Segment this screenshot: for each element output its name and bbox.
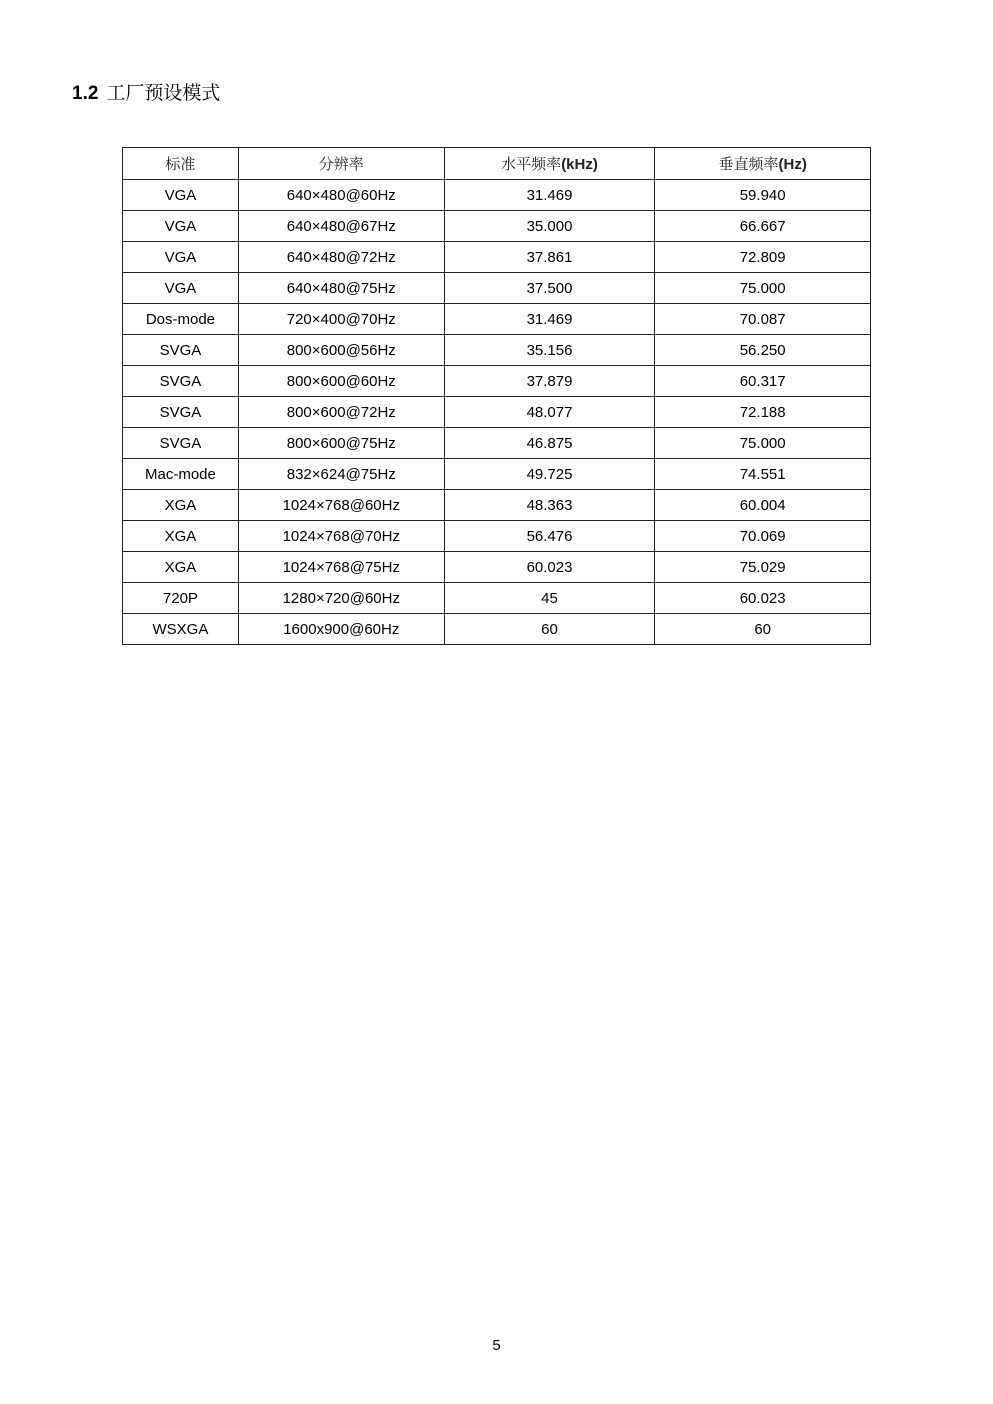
- horizontal-frequency-cell: 31.469: [444, 180, 655, 211]
- horizontal-frequency-cell: 35.000: [444, 211, 655, 242]
- horizontal-frequency-cell: 31.469: [444, 304, 655, 335]
- vertical-frequency-cell: 72.188: [655, 397, 871, 428]
- horizontal-frequency-cell: 48.363: [444, 490, 655, 521]
- standard-cell: VGA: [123, 211, 239, 242]
- resolution-cell: 800×600@72Hz: [238, 397, 444, 428]
- standard-cell: XGA: [123, 490, 239, 521]
- table-row: [123, 490, 871, 521]
- resolution-cell: 1600x900@60Hz: [238, 614, 444, 645]
- standard-cell: 720P: [123, 583, 239, 614]
- section-title: 工厂预设模式: [106, 83, 221, 104]
- table-row: [123, 366, 871, 397]
- standard-cell: VGA: [123, 273, 239, 304]
- standard-cell: VGA: [123, 180, 239, 211]
- horizontal-frequency-cell: 48.077: [444, 397, 655, 428]
- resolution-cell: 832×624@75Hz: [238, 459, 444, 490]
- vertical-frequency-cell: 60.317: [655, 366, 871, 397]
- resolution-cell: 1024×768@70Hz: [238, 521, 444, 552]
- horizontal-frequency-cell: 60.023: [444, 552, 655, 583]
- table-row: [123, 459, 871, 490]
- table-row: [123, 180, 871, 211]
- table-row: [123, 273, 871, 304]
- resolution-cell: 800×600@56Hz: [238, 335, 444, 366]
- table-row: [123, 211, 871, 242]
- vertical-frequency-cell: 75.000: [655, 428, 871, 459]
- page-number: 5: [492, 1337, 501, 1354]
- standard-cell: Dos-mode: [123, 304, 239, 335]
- vertical-frequency-cell: 72.809: [655, 242, 871, 273]
- table-row: [123, 428, 871, 459]
- table-row: [123, 552, 871, 583]
- standard-cell: XGA: [123, 521, 239, 552]
- section-number: 1.2: [72, 83, 99, 104]
- vertical-frequency-cell: 75.029: [655, 552, 871, 583]
- standard-cell: Mac-mode: [123, 459, 239, 490]
- vertical-frequency-cell: 70.069: [655, 521, 871, 552]
- table-row: [123, 397, 871, 428]
- header-standard: 标准: [123, 148, 239, 180]
- table-header-row: [123, 148, 871, 180]
- vertical-frequency-cell: 60.004: [655, 490, 871, 521]
- standard-cell: SVGA: [123, 397, 239, 428]
- table-row: [123, 614, 871, 645]
- standard-cell: XGA: [123, 552, 239, 583]
- horizontal-frequency-cell: 37.500: [444, 273, 655, 304]
- standard-cell: SVGA: [123, 428, 239, 459]
- resolution-cell: 640×480@75Hz: [238, 273, 444, 304]
- vertical-frequency-cell: 75.000: [655, 273, 871, 304]
- vertical-frequency-cell: 59.940: [655, 180, 871, 211]
- header-horizontal-frequency: 水平频率(kHz): [444, 148, 655, 180]
- standard-cell: WSXGA: [123, 614, 239, 645]
- vertical-frequency-cell: 60.023: [655, 583, 871, 614]
- table-row: [123, 304, 871, 335]
- standard-cell: SVGA: [123, 335, 239, 366]
- header-vertical-frequency: 垂直频率(Hz): [655, 148, 871, 180]
- resolution-cell: 800×600@60Hz: [238, 366, 444, 397]
- vertical-frequency-cell: 60: [655, 614, 871, 645]
- resolution-cell: 640×480@72Hz: [238, 242, 444, 273]
- horizontal-frequency-cell: 60: [444, 614, 655, 645]
- table-row: [123, 242, 871, 273]
- horizontal-frequency-cell: 56.476: [444, 521, 655, 552]
- table-row: [123, 521, 871, 552]
- resolution-cell: 640×480@67Hz: [238, 211, 444, 242]
- horizontal-frequency-cell: 37.861: [444, 242, 655, 273]
- resolution-cell: 800×600@75Hz: [238, 428, 444, 459]
- table-row: [123, 583, 871, 614]
- preset-modes-table: [122, 147, 871, 645]
- horizontal-frequency-cell: 46.875: [444, 428, 655, 459]
- resolution-cell: 640×480@60Hz: [238, 180, 444, 211]
- standard-cell: VGA: [123, 242, 239, 273]
- vertical-frequency-cell: 70.087: [655, 304, 871, 335]
- horizontal-frequency-cell: 49.725: [444, 459, 655, 490]
- vertical-frequency-cell: 74.551: [655, 459, 871, 490]
- standard-cell: SVGA: [123, 366, 239, 397]
- horizontal-frequency-cell: 45: [444, 583, 655, 614]
- resolution-cell: 1024×768@75Hz: [238, 552, 444, 583]
- vertical-frequency-cell: 66.667: [655, 211, 871, 242]
- horizontal-frequency-cell: 35.156: [444, 335, 655, 366]
- resolution-cell: 1280×720@60Hz: [238, 583, 444, 614]
- resolution-cell: 1024×768@60Hz: [238, 490, 444, 521]
- horizontal-frequency-cell: 37.879: [444, 366, 655, 397]
- resolution-cell: 720×400@70Hz: [238, 304, 444, 335]
- table-row: [123, 335, 871, 366]
- section-heading: [72, 82, 220, 106]
- vertical-frequency-cell: 56.250: [655, 335, 871, 366]
- header-resolution: 分辨率: [238, 148, 444, 180]
